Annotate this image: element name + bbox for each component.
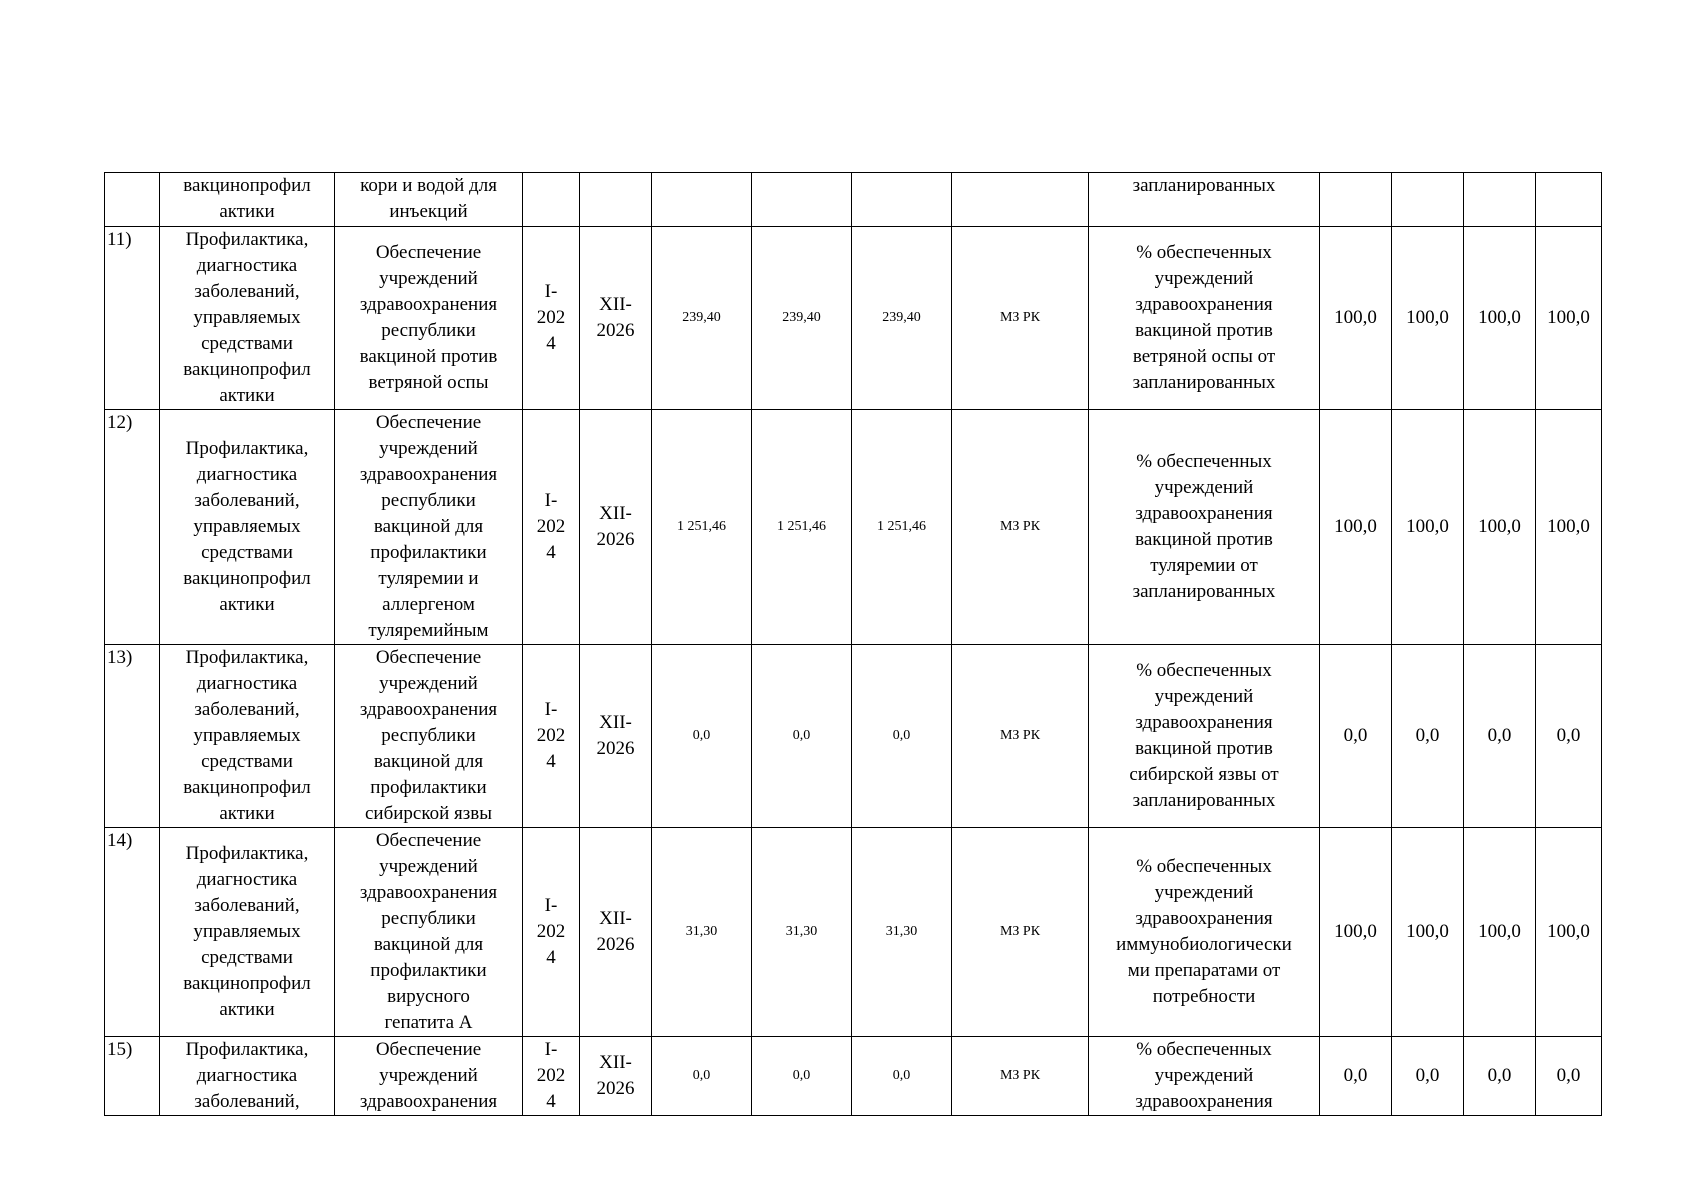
value-cell-4 — [1536, 828, 1602, 1037]
value-cell-3 — [1464, 1037, 1536, 1116]
value-cell-1-text: 100,0 — [1334, 307, 1377, 328]
value-cell-4 — [1536, 645, 1602, 828]
amount-cell-2-text: 0,0 — [792, 728, 811, 743]
value-cell-2-text: 0,0 — [1415, 725, 1440, 746]
start-period-cell — [523, 410, 580, 645]
amount-cell-3 — [852, 410, 952, 645]
value-cell-1-text: 0,0 — [1343, 1065, 1368, 1086]
value-cell-3 — [1464, 828, 1536, 1037]
measure-cell-text: кори и водой для инъекций — [360, 175, 497, 222]
measure-cell-text: Обеспечение учреждений здравоохранения республики вакциной для профилактики туляремии и аллергеном туляремийным — [359, 412, 498, 641]
indicator-cell-text: запланированных — [1132, 175, 1276, 196]
amount-cell-2 — [752, 410, 852, 645]
direction-cell — [160, 227, 335, 410]
amount-cell-2-text: 239,40 — [782, 310, 821, 325]
indicator-cell — [1089, 410, 1320, 645]
executor-cell-text: МЗ РК — [999, 310, 1041, 325]
value-cell-1 — [1320, 645, 1392, 828]
measure-cell-text: Обеспечение учреждений здравоохранения — [359, 1039, 498, 1112]
start-period-cell — [523, 645, 580, 828]
amount-cell-2-text: 31,30 — [785, 924, 818, 939]
value-cell-1 — [1320, 828, 1392, 1037]
direction-cell-text: Профилактика, диагностика заболеваний, управляемых средствами вакцинопрофил актики — [183, 229, 311, 406]
value-cell-3-text: 100,0 — [1478, 516, 1521, 537]
start-period-cell — [523, 173, 580, 227]
indicator-cell-text: % обеспеченных учреждений здравоохранения вакциной против туляремии от запланированных — [1132, 451, 1276, 602]
amount-cell-3 — [852, 828, 952, 1037]
table-row — [105, 173, 1602, 227]
amount-cell-2-text: 1 251,46 — [777, 519, 826, 534]
amount-cell-3-text: 31,30 — [885, 924, 918, 939]
direction-cell-text: Профилактика, диагностика заболеваний, управляемых средствами вакцинопрофил актики — [183, 843, 311, 1020]
amount-cell-2 — [752, 1037, 852, 1116]
end-period-cell — [580, 1037, 652, 1116]
amount-cell-2 — [752, 828, 852, 1037]
end-period-cell — [580, 645, 652, 828]
direction-cell — [160, 1037, 335, 1116]
value-cell-2-text: 100,0 — [1406, 921, 1449, 942]
measure-cell — [335, 410, 523, 645]
value-cell-2 — [1392, 645, 1464, 828]
direction-cell-text: Профилактика, диагностика заболеваний, — [185, 1039, 309, 1112]
row-number-text: 15) — [107, 1039, 133, 1060]
executor-cell-text: МЗ РК — [999, 924, 1041, 939]
value-cell-3-text: 100,0 — [1478, 921, 1521, 942]
value-cell-3 — [1464, 173, 1536, 227]
value-cell-4-text: 0,0 — [1556, 1065, 1581, 1086]
row-number-text: 12) — [107, 412, 133, 433]
indicator-cell — [1089, 828, 1320, 1037]
value-cell-3-text: 0,0 — [1487, 1065, 1512, 1086]
measure-cell — [335, 173, 523, 227]
amount-cell-1 — [652, 1037, 752, 1116]
executor-cell — [952, 828, 1089, 1037]
row-number — [105, 410, 160, 645]
value-cell-4-text: 100,0 — [1547, 307, 1590, 328]
amount-cell-1 — [652, 645, 752, 828]
amount-cell-1-text: 0,0 — [692, 1068, 711, 1083]
row-number — [105, 645, 160, 828]
amount-cell-1-text: 1 251,46 — [677, 519, 726, 534]
value-cell-4 — [1536, 410, 1602, 645]
start-period-cell-text: I- 202 4 — [536, 490, 566, 563]
row-number — [105, 227, 160, 410]
row-number — [105, 173, 160, 227]
measure-cell — [335, 227, 523, 410]
direction-cell-text: Профилактика, диагностика заболеваний, управляемых средствами вакцинопрофил актики — [183, 438, 311, 615]
direction-cell — [160, 828, 335, 1037]
amount-cell-1 — [652, 227, 752, 410]
value-cell-4 — [1536, 1037, 1602, 1116]
value-cell-4-text: 100,0 — [1547, 516, 1590, 537]
end-period-cell — [580, 227, 652, 410]
amount-cell-1 — [652, 173, 752, 227]
value-cell-1 — [1320, 173, 1392, 227]
amount-cell-2 — [752, 173, 852, 227]
start-period-cell — [523, 1037, 580, 1116]
amount-cell-3 — [852, 173, 952, 227]
indicator-cell-text: % обеспеченных учреждений здравоохранения вакциной против ветряной оспы от запланированных — [1132, 242, 1276, 393]
executor-cell — [952, 1037, 1089, 1116]
start-period-cell-text: I- 202 4 — [536, 281, 566, 354]
indicator-cell-text: % обеспеченных учреждений здравоохранения — [1135, 1039, 1273, 1112]
indicator-cell-text: % обеспеченных учреждений здравоохранения вакциной против сибирской язвы от запланированных — [1129, 660, 1279, 811]
table-body — [105, 173, 1602, 1116]
direction-cell-text: вакцинопрофил актики — [183, 175, 311, 222]
executor-cell — [952, 645, 1089, 828]
value-cell-2 — [1392, 173, 1464, 227]
start-period-cell-text: I- 202 4 — [536, 895, 566, 968]
start-period-cell-text: I- 202 4 — [536, 699, 566, 772]
table-row — [105, 645, 1602, 828]
value-cell-3 — [1464, 645, 1536, 828]
amount-cell-1 — [652, 828, 752, 1037]
value-cell-2 — [1392, 1037, 1464, 1116]
amount-cell-3 — [852, 227, 952, 410]
amount-cell-2 — [752, 227, 852, 410]
end-period-cell-text: XII- 2026 — [596, 294, 635, 341]
table-row — [105, 828, 1602, 1037]
measure-cell-text: Обеспечение учреждений здравоохранения республики вакциной для профилактики вирусного гепатита А — [359, 830, 498, 1033]
value-cell-1 — [1320, 1037, 1392, 1116]
table-row — [105, 1037, 1602, 1116]
amount-cell-3 — [852, 645, 952, 828]
value-cell-4 — [1536, 173, 1602, 227]
end-period-cell-text: XII- 2026 — [596, 908, 635, 955]
amount-cell-3 — [852, 1037, 952, 1116]
end-period-cell — [580, 410, 652, 645]
end-period-cell-text: XII- 2026 — [596, 712, 635, 759]
value-cell-2 — [1392, 828, 1464, 1037]
plan-table — [104, 172, 1602, 1116]
value-cell-4 — [1536, 227, 1602, 410]
value-cell-1 — [1320, 410, 1392, 645]
end-period-cell-text: XII- 2026 — [596, 503, 635, 550]
start-period-cell-text: I- 202 4 — [536, 1039, 566, 1112]
value-cell-3-text: 100,0 — [1478, 307, 1521, 328]
end-period-cell-text: XII- 2026 — [596, 1052, 635, 1099]
indicator-cell — [1089, 645, 1320, 828]
row-number-text: 14) — [107, 830, 133, 851]
value-cell-2 — [1392, 410, 1464, 645]
direction-cell — [160, 645, 335, 828]
value-cell-1-text: 100,0 — [1334, 516, 1377, 537]
amount-cell-3-text: 1 251,46 — [877, 519, 926, 534]
amount-cell-2-text: 0,0 — [792, 1068, 811, 1083]
amount-cell-1-text: 31,30 — [685, 924, 718, 939]
direction-cell-text: Профилактика, диагностика заболеваний, управляемых средствами вакцинопрофил актики — [183, 647, 311, 824]
row-number-text: 11) — [107, 229, 132, 250]
measure-cell — [335, 645, 523, 828]
value-cell-1 — [1320, 227, 1392, 410]
amount-cell-2 — [752, 645, 852, 828]
executor-cell — [952, 227, 1089, 410]
executor-cell — [952, 173, 1089, 227]
amount-cell-3-text: 0,0 — [892, 728, 911, 743]
amount-cell-1 — [652, 410, 752, 645]
executor-cell-text: МЗ РК — [999, 519, 1041, 534]
amount-cell-3-text: 0,0 — [892, 1068, 911, 1083]
start-period-cell — [523, 828, 580, 1037]
value-cell-3 — [1464, 227, 1536, 410]
end-period-cell — [580, 828, 652, 1037]
direction-cell — [160, 410, 335, 645]
executor-cell-text: МЗ РК — [999, 1068, 1041, 1083]
value-cell-1-text: 100,0 — [1334, 921, 1377, 942]
measure-cell — [335, 828, 523, 1037]
value-cell-2-text: 0,0 — [1415, 1065, 1440, 1086]
start-period-cell — [523, 227, 580, 410]
value-cell-2-text: 100,0 — [1406, 307, 1449, 328]
value-cell-3 — [1464, 410, 1536, 645]
table-row — [105, 410, 1602, 645]
end-period-cell — [580, 173, 652, 227]
amount-cell-1-text: 239,40 — [682, 310, 721, 325]
value-cell-4-text: 0,0 — [1556, 725, 1581, 746]
value-cell-4-text: 100,0 — [1547, 921, 1590, 942]
amount-cell-1-text: 0,0 — [692, 728, 711, 743]
value-cell-2 — [1392, 227, 1464, 410]
value-cell-1-text: 0,0 — [1343, 725, 1368, 746]
amount-cell-3-text: 239,40 — [882, 310, 921, 325]
value-cell-3-text: 0,0 — [1487, 725, 1512, 746]
row-number — [105, 828, 160, 1037]
measure-cell-text: Обеспечение учреждений здравоохранения республики вакциной для профилактики сибирской язвы — [359, 647, 498, 824]
measure-cell — [335, 1037, 523, 1116]
executor-cell — [952, 410, 1089, 645]
table-row — [105, 227, 1602, 410]
executor-cell-text: МЗ РК — [999, 728, 1041, 743]
value-cell-2-text: 100,0 — [1406, 516, 1449, 537]
row-number — [105, 1037, 160, 1116]
row-number-text: 13) — [107, 647, 133, 668]
indicator-cell-text: % обеспеченных учреждений здравоохранения иммунобиологически ми препаратами от потребности — [1116, 856, 1292, 1007]
indicator-cell — [1089, 227, 1320, 410]
measure-cell-text: Обеспечение учреждений здравоохранения республики вакциной против ветряной оспы — [359, 242, 498, 393]
indicator-cell — [1089, 1037, 1320, 1116]
indicator-cell — [1089, 173, 1320, 227]
direction-cell — [160, 173, 335, 227]
